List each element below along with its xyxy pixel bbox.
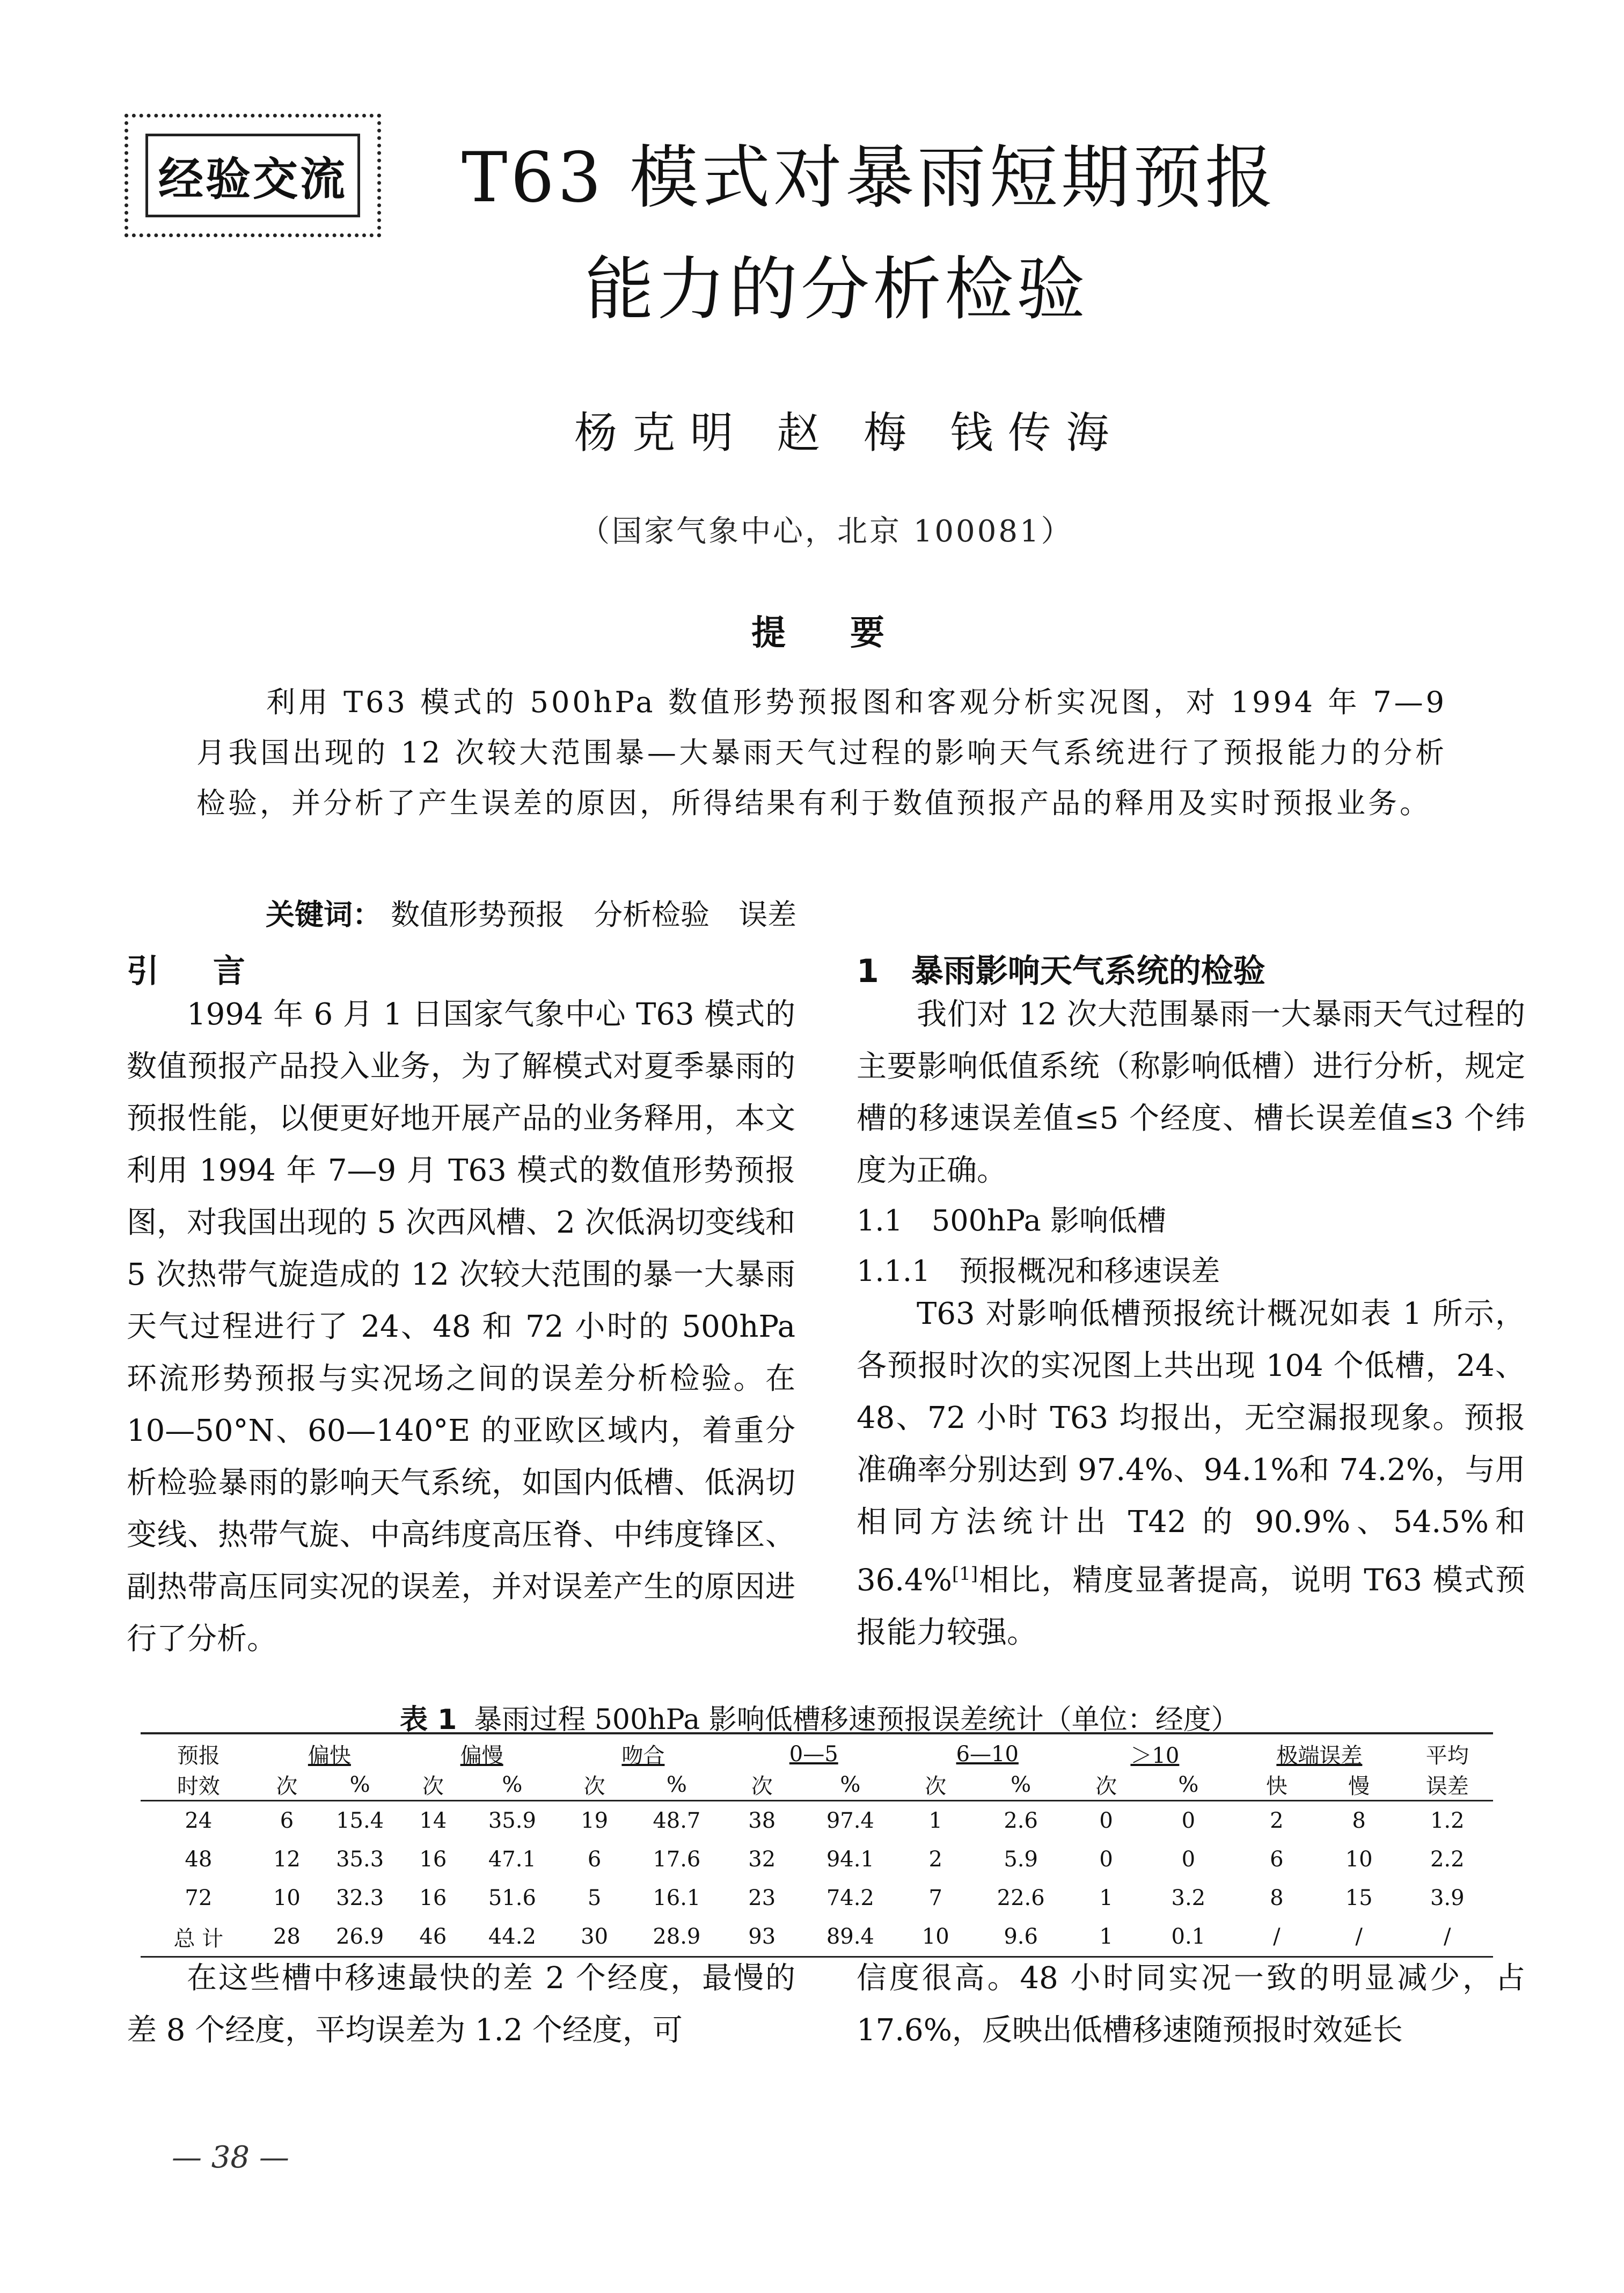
table-title: 暴雨过程 500hPa 影响低槽移速预报误差统计（单位：经度） bbox=[474, 1704, 1239, 1736]
table-label: 表 1 bbox=[400, 1704, 457, 1736]
table-cell: 2.6 bbox=[1004, 1808, 1038, 1833]
affiliation: （国家气象中心，北京 100081） bbox=[580, 514, 1073, 549]
table-cell: 15.4 bbox=[336, 1808, 384, 1833]
table-cell: 0 bbox=[1181, 1808, 1196, 1833]
bottom-right-text: 信度很高。48 小时同实况一致的明显减少，占 17.6%，反映出低槽移速随预报时效延长 bbox=[857, 1961, 1525, 2048]
table-cell: 22.6 bbox=[997, 1886, 1045, 1910]
subheader-cell: % bbox=[799, 1769, 902, 1801]
paragraph-2-text: T63 对影响低槽预报统计概况如表 1 所示，各预报时次的实况图上共出现 104 个低槽，24、48、72 小时 T63 均报出，无空漏报现象。预报准确率分别达到 97.4%、94.1%和 74.2%，与用相同方法统计出 T42 的 90.9%、54.5%和 36.4% bbox=[857, 1296, 1525, 1598]
table-row bbox=[141, 1879, 1493, 1917]
subheader-cell: % bbox=[317, 1769, 403, 1801]
section-1-heading: 1 暴雨影响天气系统的检验 bbox=[857, 953, 1265, 990]
table-cell: 47.1 bbox=[488, 1847, 536, 1872]
header-group-0-5: 0—5 bbox=[789, 1741, 838, 1767]
subsection-1-1-heading: 1.1 500hPa 影响低槽 bbox=[857, 1204, 1166, 1237]
title-line-2: 能力的分析检验 bbox=[585, 250, 1089, 329]
table-cell: 0 bbox=[1181, 1847, 1196, 1872]
table-cell: 8 bbox=[1352, 1808, 1366, 1833]
subheader-cell: % bbox=[1140, 1769, 1238, 1801]
subheader-cell: 次 bbox=[902, 1769, 969, 1801]
table-cell: 1 bbox=[1073, 1917, 1140, 1957]
subsection-1-1-1-heading: 1.1.1 预报概况和移速误差 bbox=[857, 1254, 1220, 1288]
title-line-1: T63 模式对暴雨短期预报 bbox=[462, 138, 1277, 218]
table-cell: 1.2 bbox=[1430, 1808, 1465, 1833]
keywords-text: 数值形势预报 分析检验 误差 bbox=[391, 898, 797, 932]
table-cell: 3.9 bbox=[1430, 1886, 1465, 1910]
table-cell: 26.9 bbox=[317, 1917, 403, 1957]
table-cell: 10 bbox=[1345, 1847, 1373, 1872]
table-cell: 1 bbox=[928, 1808, 942, 1833]
table-cell: 0.1 bbox=[1140, 1917, 1238, 1957]
table-cell: 1 bbox=[1099, 1886, 1113, 1910]
keywords bbox=[266, 892, 796, 933]
subheader-cell: 次 bbox=[403, 1769, 464, 1801]
paragraph-2-tail: 相比，精度显著提高，说明 T63 模式预报能力较强。 bbox=[857, 1563, 1525, 1650]
table-row bbox=[141, 1840, 1493, 1879]
table-cell: 3.2 bbox=[1171, 1886, 1206, 1910]
header-group-slow: 偏慢 bbox=[460, 1743, 503, 1768]
header-group-6-10: 6—10 bbox=[956, 1741, 1019, 1767]
table-cell: 44.2 bbox=[464, 1917, 561, 1957]
abstract-heading: 提要 bbox=[751, 613, 949, 653]
subheader-cell: 次 bbox=[726, 1769, 799, 1801]
table-cell: 12 bbox=[273, 1847, 301, 1872]
subheader-cell: 快 bbox=[1237, 1769, 1316, 1801]
subheader-cell: % bbox=[464, 1769, 561, 1801]
header-group-gt10: ＞10 bbox=[1130, 1743, 1180, 1768]
table-caption bbox=[400, 1697, 1239, 1737]
header-group-match: 吻合 bbox=[621, 1743, 665, 1768]
table-cell: / bbox=[1316, 1917, 1402, 1957]
table-cell: 74.2 bbox=[826, 1886, 874, 1910]
table-cell: 46 bbox=[403, 1917, 464, 1957]
table-cell: 72 bbox=[185, 1886, 213, 1910]
table-header-row-2 bbox=[141, 1769, 1493, 1801]
subheader-cell: % bbox=[969, 1769, 1073, 1801]
intro-heading: 引 言 bbox=[127, 953, 267, 990]
table-cell: 5.9 bbox=[1004, 1847, 1038, 1872]
table-cell: 48.7 bbox=[653, 1808, 701, 1833]
error-table bbox=[141, 1739, 1493, 1958]
table-cell: 2.2 bbox=[1430, 1847, 1465, 1872]
table-cell: 35.9 bbox=[488, 1808, 536, 1833]
table-cell: 35.3 bbox=[336, 1847, 384, 1872]
abstract-text: 利用 T63 模式的 500hPa 数值形势预报图和客观分析实况图，对 1994 年 7—9 月我国出现的 12 次较大范围暴—大暴雨天气过程的影响天气系统进行了预报能力的分析检验，并分析了产生误差的原因，所得结果有利于数值预报产品的释用及实时预报业务。 bbox=[196, 685, 1447, 820]
table-cell: 89.4 bbox=[799, 1917, 902, 1957]
table-cell: / bbox=[1237, 1917, 1316, 1957]
table-cell: 5 bbox=[587, 1886, 602, 1910]
bottom-left-text: 在这些槽中移速最快的差 2 个经度，最慢的差 8 个经度，平均误差为 1.2 个经度，可 bbox=[127, 1961, 795, 2048]
table-cell: 17.6 bbox=[653, 1847, 701, 1872]
table-cell: 2 bbox=[928, 1847, 942, 1872]
subheader-cell: 误差 bbox=[1402, 1769, 1493, 1801]
table-cell: 94.1 bbox=[826, 1847, 874, 1872]
table-row bbox=[141, 1917, 1493, 1957]
table-cell: 48 bbox=[185, 1847, 213, 1872]
authors: 杨克明 赵 梅 钱传海 bbox=[574, 408, 1124, 458]
section-badge bbox=[125, 114, 381, 237]
table-cell: 6 bbox=[1270, 1847, 1284, 1872]
citation-ref: [1] bbox=[952, 1563, 978, 1585]
table-cell: 7 bbox=[928, 1886, 942, 1910]
header-group-leadtime: 预报 bbox=[177, 1743, 220, 1768]
table-cell: 16.1 bbox=[653, 1886, 701, 1910]
subheader-cell: 慢 bbox=[1316, 1769, 1402, 1801]
table-cell: 24 bbox=[185, 1808, 213, 1833]
table-cell: 23 bbox=[748, 1886, 776, 1910]
table-cell: 32 bbox=[748, 1847, 776, 1872]
table-cell: 32.3 bbox=[336, 1886, 384, 1910]
table-cell: 8 bbox=[1270, 1886, 1284, 1910]
table-cell: 9.6 bbox=[969, 1917, 1073, 1957]
section-1-paragraph-2 bbox=[857, 1288, 1525, 1659]
header-group-fast: 偏快 bbox=[308, 1743, 351, 1768]
subheader-cell: 次 bbox=[1073, 1769, 1140, 1801]
table-cell: 97.4 bbox=[826, 1808, 874, 1833]
subheader-cell: % bbox=[628, 1769, 726, 1801]
table-cell: 19 bbox=[581, 1808, 609, 1833]
table-cell: 6 bbox=[587, 1847, 602, 1872]
table-top-rule bbox=[141, 1732, 1493, 1734]
table-cell: 总 计 bbox=[141, 1917, 257, 1957]
header-group-mean: 平均 bbox=[1425, 1743, 1469, 1768]
section-badge-label: 经验交流 bbox=[145, 134, 360, 217]
table-cell: 6 bbox=[280, 1808, 294, 1833]
table-cell: 10 bbox=[902, 1917, 969, 1957]
table-cell: 10 bbox=[273, 1886, 301, 1910]
keywords-label: 关键词： bbox=[266, 898, 382, 932]
table-cell: 93 bbox=[726, 1917, 799, 1957]
subheader-cell: 次 bbox=[257, 1769, 318, 1801]
table-cell: 0 bbox=[1099, 1808, 1113, 1833]
table-cell: 16 bbox=[419, 1847, 447, 1872]
header-group-extreme: 极端误差 bbox=[1276, 1743, 1363, 1768]
subheader-cell: 次 bbox=[561, 1769, 628, 1801]
subheader-cell: 时效 bbox=[141, 1769, 257, 1801]
intro-text: 1994 年 6 月 1 日国家气象中心 T63 模式的数值预报产品投入业务，为了解模式对夏季暴雨的预报性能，以便更好地开展产品的业务释用，本文利用 1994 年 7—9 月 T63 模式的数值形势预报图，对我国出现的 5 次西风槽、2 次低涡切变线和 5 次热带气旋造成的 12 次较大范围的暴一大暴雨天气过程进行了 24、48 和 72 小时的 500hPa 环流形势预报与实况场之间的误差分析检验。在 10—50°N、60—140°E 的亚欧区域内，着重分析检验暴雨的影响天气系统，如国内低槽、低涡切变线、热带气旋、中高纬度高压脊、中纬度锋区、副热带高压同实况的误差，并对误差产生的原因进行了分析。 bbox=[127, 997, 795, 1657]
table-cell: 2 bbox=[1270, 1808, 1284, 1833]
section-1-paragraph-1: 我们对 12 次大范围暴雨一大暴雨天气过程的主要影响低值系统（称影响低槽）进行分析，规定槽的移速误差值≤5 个经度、槽长误差值≤3 个纬度为正确。 bbox=[857, 997, 1525, 1188]
table-cell: 30 bbox=[561, 1917, 628, 1957]
table-cell: 14 bbox=[419, 1808, 447, 1833]
table-cell: 28 bbox=[257, 1917, 318, 1957]
table-body bbox=[141, 1801, 1493, 1957]
table-header-row-1 bbox=[141, 1739, 1493, 1769]
table-cell: / bbox=[1402, 1917, 1493, 1957]
table-cell: 51.6 bbox=[488, 1886, 536, 1910]
table-cell: 15 bbox=[1345, 1886, 1373, 1910]
table-row bbox=[141, 1801, 1493, 1841]
page-number: — 38 — bbox=[172, 2140, 289, 2175]
table-cell: 38 bbox=[748, 1808, 776, 1833]
table-cell: 16 bbox=[419, 1886, 447, 1910]
table-cell: 28.9 bbox=[628, 1917, 726, 1957]
table-cell: 0 bbox=[1099, 1847, 1113, 1872]
